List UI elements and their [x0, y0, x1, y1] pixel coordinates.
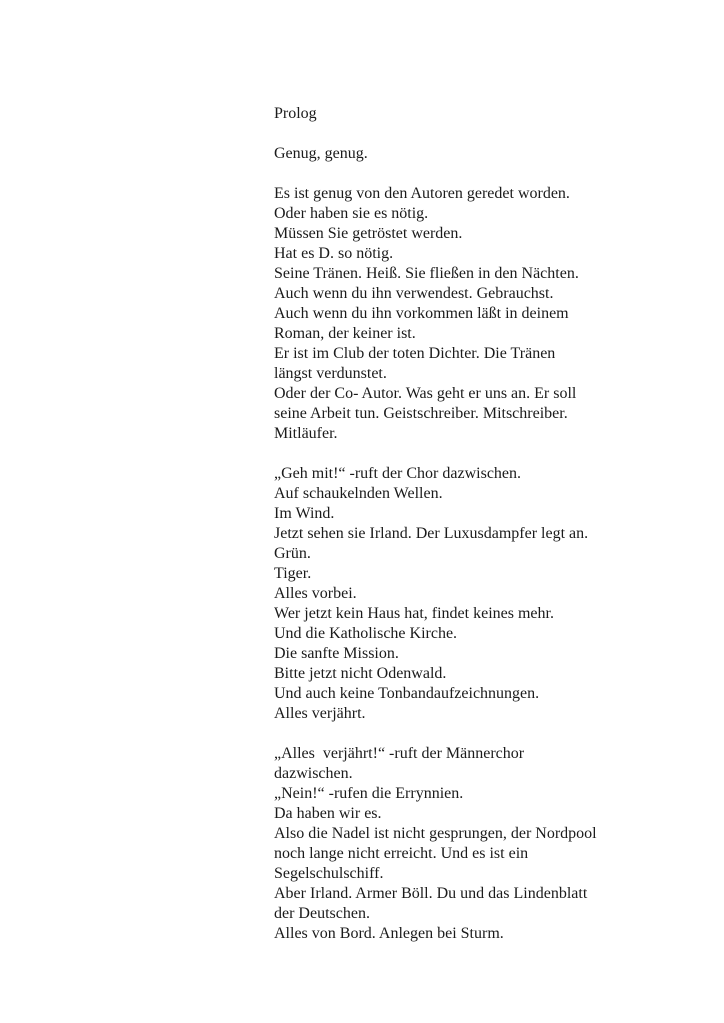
- text-line: Hat es D. so nötig.: [274, 245, 394, 262]
- text-line: längst verdunstet.: [274, 365, 387, 382]
- text-line: „Geh mit!“ -ruft der Chor dazwischen.: [274, 465, 522, 482]
- text-line: Auf schaukelnden Wellen.: [274, 485, 443, 502]
- text-line: der Deutschen.: [274, 905, 370, 922]
- text-line: Grün.: [274, 545, 311, 562]
- text-line: Müssen Sie getröstet werden.: [274, 225, 463, 242]
- text-line: seine Arbeit tun. Geistschreiber. Mitschreiber.: [274, 405, 568, 422]
- text-line: Es ist genug von den Autoren geredet worden.: [274, 185, 570, 202]
- text-line: Und auch keine Tonbandaufzeichnungen.: [274, 685, 540, 702]
- heading: [274, 104, 694, 124]
- text-line: Da haben wir es.: [274, 805, 382, 822]
- text-line: Alles verjährt.: [274, 705, 366, 722]
- document-text: [274, 104, 694, 944]
- text-line: Tiger.: [274, 565, 312, 582]
- text-line: Im Wind.: [274, 505, 335, 522]
- text-line: Alles von Bord. Anlegen bei Sturm.: [274, 925, 504, 942]
- text-line: „Nein!“ -rufen die Errynnien.: [274, 785, 464, 802]
- text-line: Alles vorbei.: [274, 585, 357, 602]
- text-line: Oder der Co- Autor. Was geht er uns an. Er soll: [274, 385, 577, 402]
- text-line: Oder haben sie es nötig.: [274, 205, 429, 222]
- text-line: Genug, genug.: [274, 145, 368, 162]
- text-line: Und die Katholische Kirche.: [274, 625, 458, 642]
- paragraph-4: [274, 744, 694, 944]
- paragraph-2: [274, 184, 694, 444]
- text-line: Aber Irland. Armer Böll. Du und das Lindenblatt: [274, 885, 588, 902]
- text-line: Prolog: [274, 105, 317, 122]
- text-line: dazwischen.: [274, 765, 353, 782]
- text-line: Die sanfte Mission.: [274, 645, 399, 662]
- text-line: noch lange nicht erreicht. Und es ist ein: [274, 845, 529, 862]
- paragraph-1: [274, 144, 694, 164]
- text-line: Auch wenn du ihn verwendest. Gebrauchst.: [274, 285, 554, 302]
- text-line: Wer jetzt kein Haus hat, findet keines mehr.: [274, 605, 554, 622]
- text-line: Jetzt sehen sie Irland. Der Luxusdampfer legt an.: [274, 525, 589, 542]
- text-line: „Alles verjährt!“ -ruft der Männerchor: [274, 745, 525, 762]
- paragraph-3: [274, 464, 694, 724]
- text-line: Segelschulschiff.: [274, 865, 384, 882]
- text-line: Er ist im Club der toten Dichter. Die Tränen: [274, 345, 556, 362]
- text-line: Auch wenn du ihn vorkommen läßt in deinem: [274, 305, 569, 322]
- text-line: Mitläufer.: [274, 425, 338, 442]
- text-line: Also die Nadel ist nicht gesprungen, der Nordpool: [274, 825, 597, 842]
- text-line: Seine Tränen. Heiß. Sie fließen in den Nächten.: [274, 265, 579, 282]
- text-line: Bitte jetzt nicht Odenwald.: [274, 665, 447, 682]
- text-line: Roman, der keiner ist.: [274, 325, 416, 342]
